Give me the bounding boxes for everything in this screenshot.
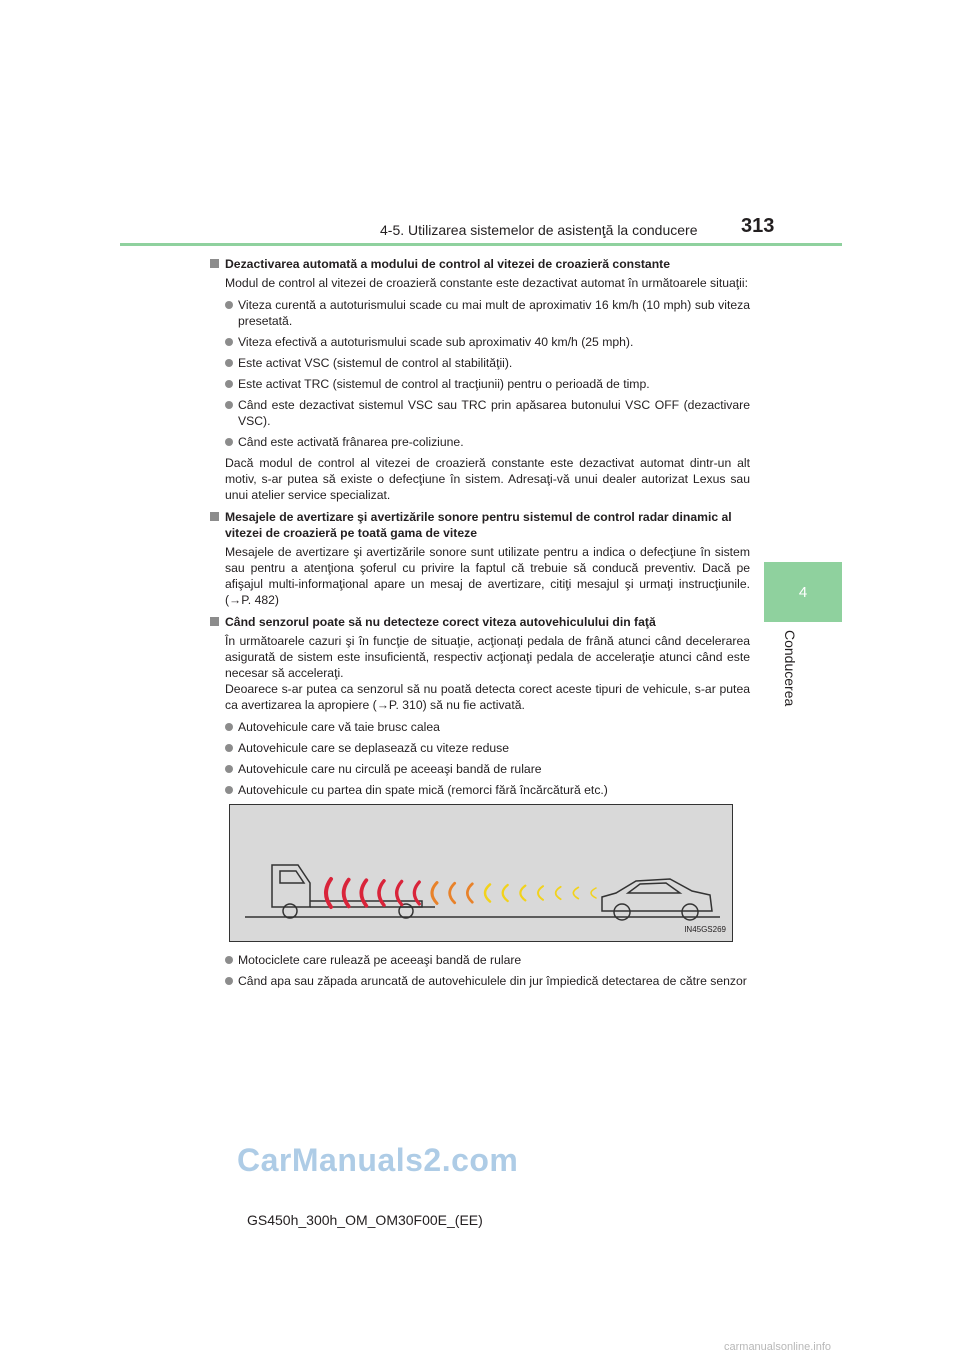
chapter-number: 4 bbox=[798, 583, 808, 601]
list-item-text: Când apa sau zăpada aruncată de autovehiculele din jur împiedică detectarea de către senzor bbox=[238, 974, 747, 988]
circle-bullet-icon bbox=[225, 744, 233, 752]
list-item bbox=[225, 973, 750, 989]
radar-wave-arc bbox=[520, 886, 525, 901]
radar-illustration bbox=[229, 804, 733, 942]
radar-wave-arc bbox=[556, 887, 561, 899]
circle-bullet-icon bbox=[225, 401, 233, 409]
circle-bullet-icon bbox=[225, 380, 233, 388]
radar-wave-arc bbox=[467, 884, 472, 902]
section-heading-text: Dezactivarea automată a modului de control al vitezei de croazieră constante bbox=[225, 257, 670, 271]
list-item-text: Viteza curentă a autoturismului scade cu mai mult de aproximativ 16 km/h (10 mph) sub viteza presetată. bbox=[238, 298, 750, 328]
list-item-text: Este activat VSC (sistemul de control al stabilităţii). bbox=[238, 356, 513, 370]
circle-bullet-icon bbox=[225, 438, 233, 446]
radar-wave-arc bbox=[344, 880, 349, 907]
radar-wave-arc bbox=[538, 886, 543, 900]
radar-wave-arc bbox=[432, 883, 437, 904]
document-code: GS450h_300h_OM_OM30F00E_(EE) bbox=[247, 1212, 483, 1228]
page-number: 313 bbox=[741, 215, 775, 237]
circle-bullet-icon bbox=[225, 359, 233, 367]
radar-wave-arc bbox=[326, 879, 331, 907]
paragraph: Mesajele de avertizare şi avertizările sonore sunt utilizate pentru a indica o defecţiune în sistem sau pentru a atenţiona şoferul cu privire la faptul că trebuie să conducă preventiv. Dacă pe afişajul multi-informaţional apare un mesaj de avertizare, citiţi mesajul şi urmaţi instrucţiunile. (→P. 482) bbox=[225, 545, 750, 607]
radar-wave-arc bbox=[503, 885, 508, 901]
list-item bbox=[225, 952, 750, 968]
square-bullet-icon bbox=[210, 617, 219, 626]
circle-bullet-icon bbox=[225, 786, 233, 794]
paragraph: Dacă modul de control al vitezei de croazieră constante este dezactivat automat dintr-un alt motiv, s-ar putea să existe o defecţiune în sistem. Adresaţi-vă unui dealer autorizat Lexus sau unui atelier service specializat. bbox=[225, 456, 750, 502]
radar-waves bbox=[326, 879, 596, 907]
chapter-label: Conducerea bbox=[782, 630, 798, 707]
radar-wave-arc bbox=[361, 880, 366, 906]
circle-bullet-icon bbox=[225, 338, 233, 346]
list-item-text: Viteza efectivă a autoturismului scade sub aproximativ 40 km/h (25 mph). bbox=[238, 335, 634, 349]
truck-illustration bbox=[272, 865, 435, 918]
list-item bbox=[225, 355, 750, 371]
list-item bbox=[225, 334, 750, 350]
list-item-text: Când este activată frânarea pre-coliziune. bbox=[238, 435, 464, 449]
list-item bbox=[225, 719, 750, 735]
watermark-logo: CarManuals2.com bbox=[237, 1142, 519, 1178]
section-heading bbox=[210, 614, 750, 630]
list-item-text: Autovehicule care se deplasează cu viteze reduse bbox=[238, 741, 509, 755]
list-item bbox=[225, 761, 750, 777]
radar-wave-arc bbox=[591, 888, 596, 898]
section-heading bbox=[210, 509, 750, 541]
list-item bbox=[225, 434, 750, 450]
radar-wave-arc bbox=[573, 887, 578, 898]
square-bullet-icon bbox=[210, 512, 219, 521]
list-item-text: Motociclete care rulează pe aceeaşi bandă de rulare bbox=[238, 953, 522, 967]
header-divider bbox=[120, 243, 842, 246]
paragraph: Modul de control al vitezei de croazieră constante este dezactivat automat în următoarele situaţii: bbox=[225, 276, 748, 290]
radar-wave-arc bbox=[379, 881, 384, 905]
list-item-text: Când este dezactivat sistemul VSC sau TRC prin apăsarea butonului VSC OFF (dezactivare VSC). bbox=[238, 398, 750, 428]
list-item-text: Autovehicule care vă taie brusc calea bbox=[238, 720, 440, 734]
radar-wave-arc bbox=[485, 884, 490, 901]
radar-wave-arc bbox=[414, 882, 419, 904]
header-title: 4-5. Utilizarea sistemelor de asistenţă la conducere bbox=[380, 222, 698, 238]
circle-bullet-icon bbox=[225, 723, 233, 731]
list-item-text: Este activat TRC (sistemul de control al tracţiunii) pentru o perioadă de timp. bbox=[238, 377, 650, 391]
list-item bbox=[225, 397, 750, 429]
circle-bullet-icon bbox=[225, 765, 233, 773]
square-bullet-icon bbox=[210, 259, 219, 268]
radar-wave-arc bbox=[397, 881, 402, 904]
circle-bullet-icon bbox=[225, 301, 233, 309]
page-content bbox=[210, 256, 750, 994]
list-item bbox=[225, 297, 750, 329]
section-heading-text: Când senzorul poate să nu detecteze corect viteza autovehiculului din faţă bbox=[225, 615, 656, 629]
car-illustration bbox=[602, 879, 712, 920]
circle-bullet-icon bbox=[225, 977, 233, 985]
paragraph: Deoarece s-ar putea ca senzorul să nu poată detecta corect aceste tipuri de vehicule, s-ar putea ca avertizarea la apropiere (→P. 310) să nu fie activată. bbox=[225, 682, 750, 712]
list-item-text: Autovehicule cu partea din spate mică (remorci fără încărcătură etc.) bbox=[238, 783, 608, 797]
bottom-watermark: carmanualsonline.info bbox=[724, 1341, 832, 1353]
section-heading-text: Mesajele de avertizare şi avertizările sonore pentru sistemul de control radar dinamic al vitezei de croazieră pe toată gama de viteze bbox=[225, 510, 732, 540]
radar-wave-arc bbox=[450, 883, 455, 903]
radar-illustration-drawing bbox=[230, 805, 732, 941]
list-item bbox=[225, 782, 750, 798]
figure-code: IN45GS269 bbox=[684, 925, 726, 934]
list-item bbox=[225, 376, 750, 392]
list-item-text: Autovehicule care nu circulă pe aceeaşi bandă de rulare bbox=[238, 762, 542, 776]
list-item bbox=[225, 740, 750, 756]
chapter-tab[interactable] bbox=[764, 562, 842, 622]
circle-bullet-icon bbox=[225, 956, 233, 964]
section-heading bbox=[210, 256, 750, 272]
paragraph: În următoarele cazuri şi în funcţie de situaţie, acţionaţi pedala de frână atunci când decelerarea asigurată de sistem este insuficientă, respectiv acţionaţi pedala de acceleraţie atunci când este necesar să acceleraţi. bbox=[225, 634, 750, 680]
